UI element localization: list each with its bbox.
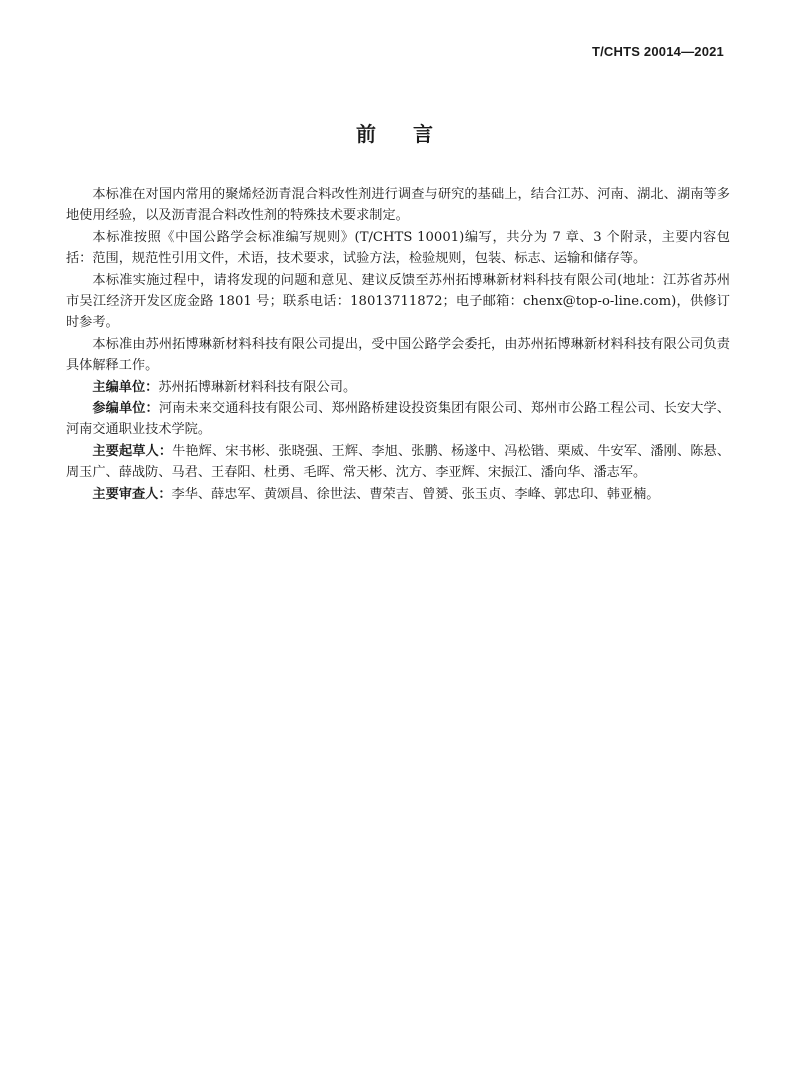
drafters-label: 主要起草人： <box>92 443 173 459</box>
chief-editor-label: 主编单位： <box>92 379 159 395</box>
drafters-value: 牛艳辉、宋书彬、张晓强、王辉、李旭、张鹏、杨遂中、冯松锴、栗威、牛安军、潘刚、陈悬、周玉广、薛战防、马君、王春阳、杜勇、毛晖、常天彬、沈方、李亚辉、宋振江、潘向华、潘志军。 <box>66 443 731 481</box>
paragraph-proposer: 本标准由苏州拓博琳新材料科技有限公司提出，受中国公路学会委托，由苏州拓博琳新材料科技有限公司负责具体解释工作。 <box>66 336 730 374</box>
participants-value: 河南未来交通科技有限公司、郑州路桥建设投资集团有限公司、郑州市公路工程公司、长安大学、河南交通职业技术学院。 <box>66 401 731 438</box>
title-char-1: 前 <box>356 122 377 146</box>
paragraph-drafters <box>66 441 730 484</box>
paragraph-participants <box>66 398 730 441</box>
foreword-body <box>66 184 730 505</box>
paragraph-chief-editor <box>66 377 730 398</box>
reviewers-value: 李华、薛忠军、黄颂昌、徐世法、曹荣吉、曾赟、张玉贞、李峰、郭忠印、韩亚楠。 <box>171 486 660 502</box>
page-title <box>0 118 790 147</box>
participants-label: 参编单位： <box>92 401 159 417</box>
paragraph-reviewers <box>66 484 730 505</box>
reviewers-label: 主要审查人： <box>92 486 172 502</box>
chief-editor-value: 苏州拓博琳新材料科技有限公司。 <box>158 379 357 395</box>
paragraph-basis: 本标准在对国内常用的聚烯烃沥青混合料改性剂进行调查与研究的基础上，结合江苏、河南、湖北、湖南等多地使用经验，以及沥青混合料改性剂的特殊技术要求制定。 <box>66 187 730 224</box>
paragraph-drafting-rules: 本标准按照《中国公路学会标准编写规则》(T/CHTS 10001)编写，共分为 7 章、3 个附录，主要内容包括：范围，规范性引用文件，术语，技术要求，试验方法，检验规则，包装、标志、运输和储存等。 <box>66 229 730 267</box>
document-code: T/CHTS 20014—2021 <box>591 44 724 59</box>
paragraph-feedback: 本标准实施过程中，请将发现的问题和意见、建议反馈至苏州拓博琳新材料科技有限公司(地址：江苏省苏州市吴江经济开发区庞金路 1801 号；联系电话：18013711872；电子邮箱：chenx@top-o-line.com)，供修订时参考。 <box>66 272 730 331</box>
title-char-2: 言 <box>413 122 434 146</box>
